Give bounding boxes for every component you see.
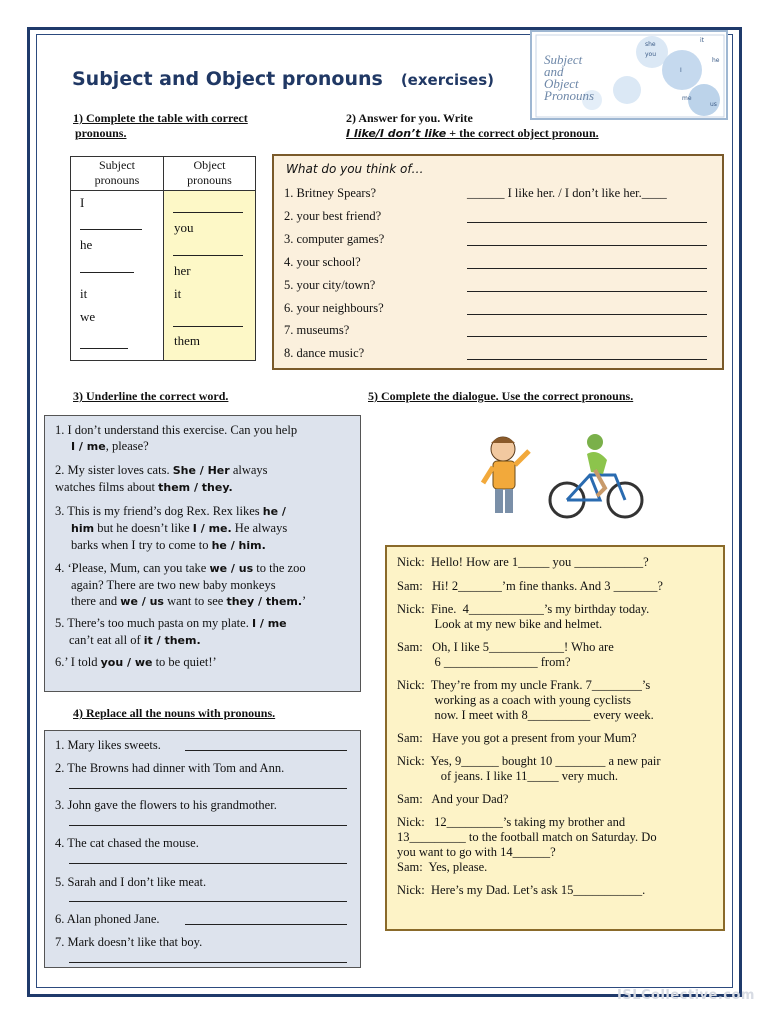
ex4-answer-line[interactable]: [185, 924, 347, 925]
ex3-choice[interactable]: them / they.: [158, 481, 233, 494]
ex2-example-answer: ______ I like her. / I don’t like her.____: [467, 186, 667, 200]
object-column: [164, 190, 255, 360]
ex4-answer-line[interactable]: [69, 788, 347, 789]
subject-blank[interactable]: [80, 272, 134, 273]
ex3-choice[interactable]: he / him.: [211, 539, 266, 552]
cover-word-2: Object: [544, 76, 579, 91]
ex4-answer-line[interactable]: [69, 863, 347, 864]
cover-image: [530, 30, 728, 120]
ex4-heading: 4) Replace all the nouns with pronouns.: [73, 706, 276, 720]
object-cell: it: [174, 286, 182, 301]
object-blank[interactable]: [173, 212, 243, 213]
ex2-heading-rest: + the correct object pronoun.: [449, 126, 599, 140]
ex3-choice[interactable]: it / them.: [143, 634, 201, 647]
ex3-choice[interactable]: they / them.: [226, 595, 303, 608]
ex2-answer-line[interactable]: [467, 222, 707, 223]
ex3-item-1: 1. I don’t understand this exercise. Can you help I / me, please?: [55, 423, 298, 453]
ex2-heading-line1: 2) Answer for you. Write: [346, 111, 473, 125]
ex3-choice[interactable]: I / me.: [192, 522, 232, 535]
ex4-item: 6. Alan phoned Jane.: [55, 912, 160, 926]
subject-cell: we: [80, 309, 96, 324]
ex3-item-2: 2. My sister loves cats. She / Her always watches films about them / they.: [55, 463, 268, 494]
boy-illustration: [473, 431, 539, 521]
dialogue-line: working as a coach with young cyclists: [397, 693, 631, 707]
dialogue-line: Nick: Hello! How are 1_____ you ___________?: [397, 555, 649, 569]
object-cell: you: [174, 220, 194, 235]
ex1-heading: [73, 111, 248, 141]
dialogue-line: Sam: Hi! 2_______’m fine thanks. And 3 _______?: [397, 579, 663, 593]
object-blank[interactable]: [173, 255, 243, 256]
dialogue-line: Sam: Oh, I like 5____________! Who are: [397, 640, 614, 654]
ex4-answer-line[interactable]: [185, 750, 347, 751]
cover-word-1: and: [544, 64, 564, 79]
ex2-heading-like: I like/I don’t like: [346, 127, 447, 140]
page-title: [72, 68, 494, 90]
dialogue-line: 6 _______________ from?: [397, 655, 571, 669]
ex4-answer-line[interactable]: [69, 901, 347, 902]
ex3-choice[interactable]: She / Her: [172, 464, 230, 477]
ex2-item: 6. your neighbours?: [284, 301, 384, 315]
cover-word-3: Pronouns: [544, 88, 595, 103]
subject-column: [71, 190, 164, 360]
dialogue-line: 13_________ to the football match on Saturday. Do: [397, 830, 657, 844]
ex5-heading: 5) Complete the dialogue. Use the correct pronouns.: [368, 389, 634, 403]
cover-illustration: [532, 32, 728, 120]
ex3-item-6: 6.’ I told you / we to be quiet!’: [55, 655, 217, 669]
dialogue-line: Look at my new bike and helmet.: [397, 617, 603, 631]
ex3-choice[interactable]: he /: [262, 505, 286, 518]
cover-bubble-0: she: [645, 41, 656, 48]
object-cell: them: [174, 333, 200, 348]
dialogue-line: now. I meet with 8__________ every week.: [397, 708, 654, 722]
ex1-heading-line2: pronouns.: [75, 126, 127, 140]
ex3-choice[interactable]: we / us: [209, 562, 254, 575]
ex4-item: 2. The Browns had dinner with Tom and Ann.: [55, 761, 285, 775]
ex3-choice[interactable]: I / me: [71, 440, 106, 453]
cover-bubble-6: he: [712, 57, 720, 64]
ex3-choice[interactable]: we / us: [120, 595, 164, 608]
dialogue-line: of jeans. I like 11_____ very much.: [397, 769, 619, 783]
ex2-item: 5. your city/town?: [284, 278, 376, 292]
ex2-item: 1. Britney Spears?: [284, 186, 376, 200]
ex4-item: 3. John gave the flowers to his grandmother.: [55, 798, 277, 812]
dialogue-line: Nick: 12_________’s taking my brother and: [397, 815, 626, 829]
ex3-item-5: 5. There’s too much pasta on my plate. I / me can’t eat all of it / them.: [55, 616, 287, 647]
dialogue-line: Nick: Here’s my Dad. Let’s ask 15___________.: [397, 883, 646, 897]
ex4-box: [44, 730, 361, 968]
dialogue-line: Nick: They’re from my uncle Frank. 7________’s: [397, 678, 651, 692]
subject-cell: I: [80, 195, 85, 210]
cyclist-illustration: [545, 430, 645, 522]
subject-cell: he: [80, 237, 93, 252]
ex2-heading: [346, 111, 599, 141]
ex3-item-4: 4. ‘Please, Mum, can you take we / us to the zoo again? There are two new baby monkeys there and we / us want to see they / them.’: [55, 561, 307, 608]
cover-bubble-3: me: [682, 95, 692, 102]
ex2-box: [272, 154, 724, 370]
dialogue-line: Nick: Fine. 4____________’s my birthday today.: [397, 602, 650, 616]
ex3-heading: 3) Underline the correct word.: [73, 389, 229, 403]
ex4-item: 7. Mark doesn’t like that boy.: [55, 935, 203, 949]
cover-bubble-5: it: [700, 37, 705, 44]
ex1-heading-line1: 1) Complete the table with correct: [73, 111, 248, 125]
subject-cell: it: [80, 286, 88, 301]
ex2-item: 3. computer games?: [284, 232, 385, 246]
ex2-item: 4. your school?: [284, 255, 361, 269]
ex4-answer-line[interactable]: [69, 825, 347, 826]
ex3-choice[interactable]: him: [71, 522, 95, 535]
subject-blank[interactable]: [80, 229, 142, 230]
ex2-item: 2. your best friend?: [284, 209, 382, 223]
dialogue-line: Sam: Yes, please.: [397, 860, 488, 874]
table-header-object: Object pronouns: [164, 157, 255, 190]
ex4-item: 4. The cat chased the mouse.: [55, 836, 199, 850]
subject-blank[interactable]: [80, 348, 128, 349]
ex2-item: 8. dance music?: [284, 346, 365, 360]
ex3-item-3: 3. This is my friend’s dog Rex. Rex likes he / him but he doesn’t like I / me. He always barks when I try to come to he / him.: [55, 504, 288, 552]
cover-word-0: Subject: [544, 52, 583, 67]
ex4-item: 1. Mary likes sweets.: [55, 738, 161, 752]
title-sub: (exercises): [400, 71, 495, 89]
ex4-item: 5. Sarah and I don’t like meat.: [55, 875, 207, 889]
cover-bubble-2: I: [680, 67, 682, 74]
ex2-answer-line[interactable]: [467, 336, 707, 337]
dialogue-line: Sam: And your Dad?: [397, 792, 509, 806]
title-main: Subject and Object pronouns: [72, 68, 383, 90]
ex2-answer-line[interactable]: [467, 245, 707, 246]
bicycle-icon: [545, 430, 645, 522]
cover-bubble-1: you: [645, 51, 657, 58]
pronoun-table: [70, 156, 256, 361]
object-blank[interactable]: [173, 326, 243, 327]
cover-bubble-4: us: [710, 101, 717, 108]
ex2-answer-line[interactable]: [467, 291, 707, 292]
ex5-dialogue-box: [385, 545, 725, 931]
ex3-choice[interactable]: I / me: [251, 617, 287, 630]
dialogue-line: Sam: Have you got a present from your Mum?: [397, 731, 637, 745]
dialogue-line: you want to go with 14______?: [397, 845, 556, 859]
ex2-lead: What do you think of…: [286, 162, 424, 176]
ex2-answer-line[interactable]: [467, 268, 707, 269]
boy-waving-icon: [473, 431, 539, 521]
ex2-answer-line[interactable]: [467, 359, 707, 360]
dialogue-line: Nick: Yes, 9______ bought 10 ________ a new pair: [397, 754, 661, 768]
ex2-item: 7. museums?: [284, 323, 350, 337]
ex4-answer-line[interactable]: [69, 962, 347, 963]
ex3-box: [44, 415, 361, 692]
ex2-answer-line[interactable]: [467, 314, 707, 315]
object-cell: her: [174, 263, 191, 278]
table-header-subject: Subject pronouns: [71, 157, 164, 190]
ex3-choice[interactable]: you / we: [100, 656, 153, 669]
watermark-footer: ISLCollective.com: [617, 988, 755, 1003]
